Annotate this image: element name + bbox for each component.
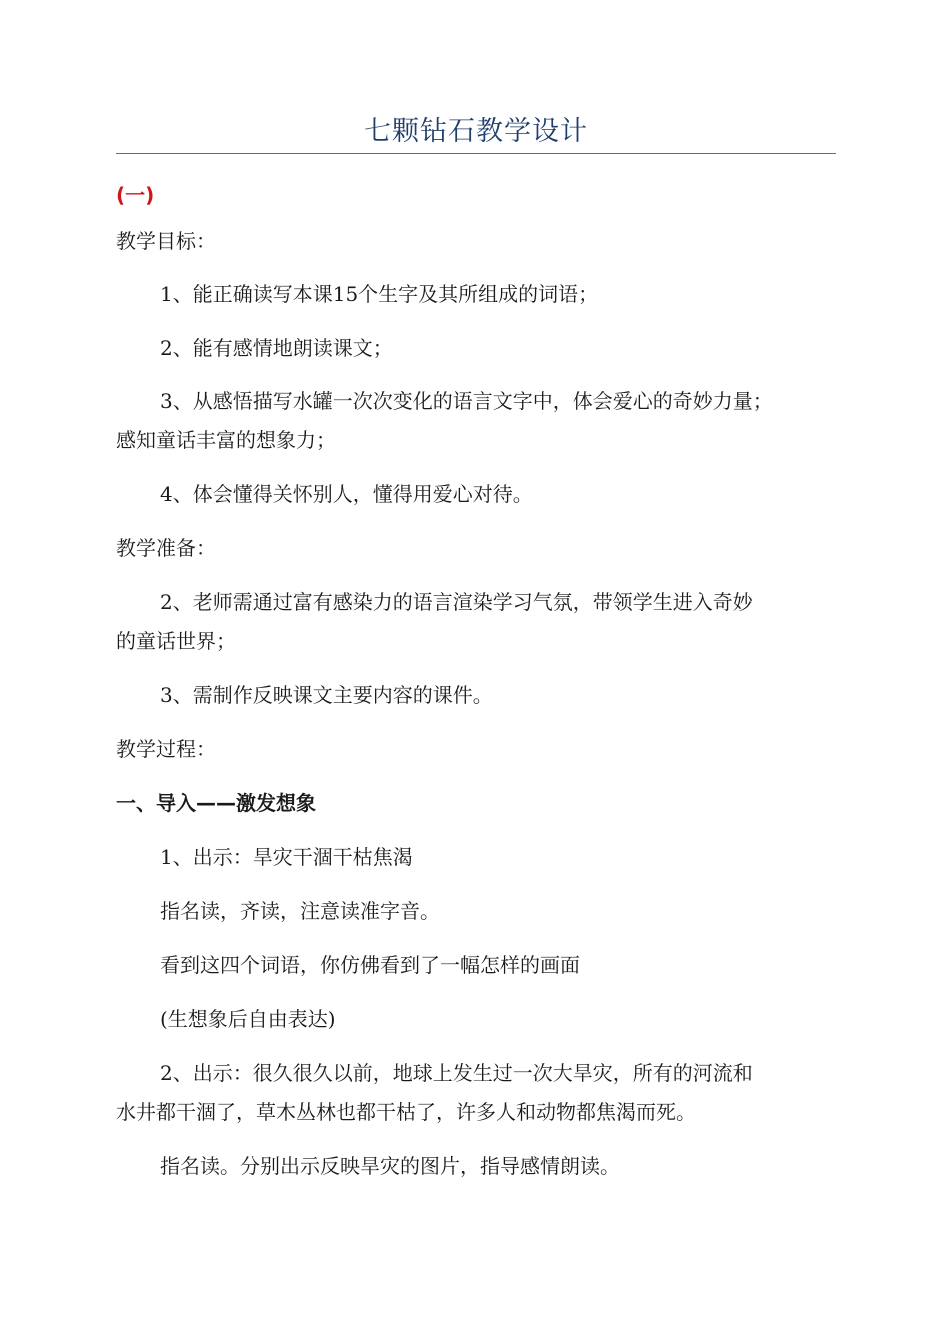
step1-line: 看到这四个词语，你仿佛看到了一幅怎样的画面: [160, 953, 580, 977]
goals-heading: 教学目标：: [116, 229, 216, 253]
title-underline: [116, 153, 836, 154]
step1-line-continued: 水井都干涸了，草木丛林也都干枯了，许多人和动物都焦渴而死。: [116, 1100, 696, 1124]
prep-item: 3、需制作反映课文主要内容的课件。: [160, 683, 493, 707]
goal-item: 2、能有感情地朗读课文；: [160, 336, 393, 360]
prep-heading: 教学准备：: [116, 536, 216, 560]
step1-line: 指名读，齐读，注意读准字音。: [160, 899, 440, 923]
document-title: 七颗钻石教学设计: [364, 116, 588, 147]
goal-item: 3、从感悟描写水罐一次次变化的语言文字中，体会爱心的奇妙力量；: [160, 389, 773, 413]
section-marker: (一): [116, 183, 155, 207]
step1-line: (生想象后自由表达): [160, 1007, 336, 1031]
step1-line: 指名读。分别出示反映旱灾的图片，指导感情朗读。: [160, 1154, 620, 1178]
prep-item-continued: 的童话世界；: [116, 629, 236, 653]
goal-item: 1、能正确读写本课15个生字及其所组成的词语；: [160, 282, 599, 306]
step1-line: 1、出示：旱灾干涸干枯焦渴: [160, 845, 413, 869]
goal-item-continued: 感知童话丰富的想象力；: [116, 428, 336, 452]
step1-heading: 一、导入——激发想象: [116, 791, 316, 815]
step1-line: 2、出示：很久很久以前，地球上发生过一次大旱灾，所有的河流和: [160, 1061, 753, 1085]
process-heading: 教学过程：: [116, 737, 216, 761]
prep-item: 2、老师需通过富有感染力的语言渲染学习气氛，带领学生进入奇妙: [160, 590, 753, 614]
goal-item: 4、体会懂得关怀别人，懂得用爱心对待。: [160, 482, 533, 506]
